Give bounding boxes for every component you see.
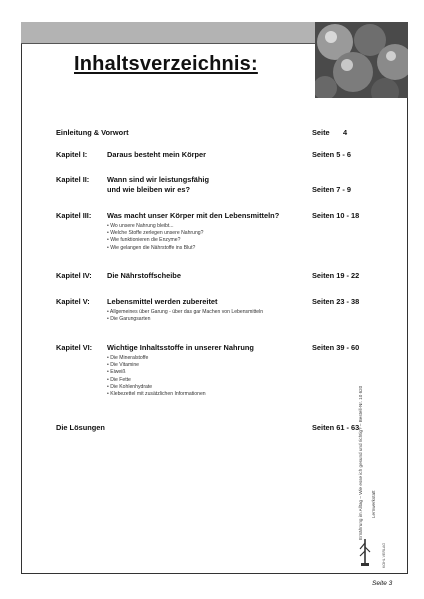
side-imprint: Ernährung im Alltag – Wie esse ich gesund und richtig? – Bestell-Nr. 10 620 [358, 385, 363, 540]
list-item: • Eiweiß [107, 369, 206, 376]
list-item: • Wie funktionieren die Enzyme? [107, 237, 203, 244]
toc-k5-title: Lebensmittel werden zubereitet [107, 297, 218, 306]
toc-solutions-label: Die Lösungen [56, 423, 105, 432]
list-item: • Die Fette [107, 377, 206, 384]
page-number: Seite 3 [372, 580, 393, 587]
toc-k6-label: Kapitel VI: [56, 343, 93, 352]
list-item: • Die Vitamine [107, 362, 206, 369]
toc-solutions-pages: Seiten 61 - 63 [312, 423, 360, 432]
toc-k2-pages: Seiten 7 - 9 [312, 185, 352, 194]
toc-k3-title: Was macht unser Körper mit den Lebensmitteln? [107, 211, 280, 220]
list-item: • Die Garungsarten [107, 316, 263, 323]
list-item: • Wie gelangen die Nährstoffe ins Blut? [107, 245, 203, 252]
toc-k4-title: Die Nährstoffscheibe [107, 271, 181, 280]
toc-k3-label: Kapitel III: [56, 211, 92, 220]
header-band [21, 22, 315, 44]
publisher-name: KOHL VERLAG [382, 542, 386, 568]
toc-intro-pages: 4 [343, 128, 348, 137]
radish-photo [315, 22, 408, 98]
list-item: • Die Kohlenhydrate [107, 384, 206, 391]
toc-k4-label: Kapitel IV: [56, 271, 92, 280]
toc-k5-items [107, 309, 263, 323]
toc-k2-title-line1: Wann sind wir leistungsfähig [107, 175, 209, 184]
toc-k4-pages: Seiten 19 - 22 [312, 271, 360, 280]
toc-k6-pages: Seiten 39 - 60 [312, 343, 360, 352]
publisher-logo-icon [357, 535, 373, 569]
toc-k1-title: Daraus besteht mein Körper [107, 150, 206, 159]
page-title: Inhaltsverzeichnis: [74, 53, 258, 75]
side-subject: Lernwerkstatt [371, 490, 376, 518]
toc-k3-items [107, 223, 203, 252]
toc-intro-label: Einleitung & Vorwort [56, 128, 129, 137]
list-item: • Allgemeines über Garung - über das gar Machen von Lebensmitteln [107, 309, 263, 316]
list-item: • Klebezettel mit zusätzlichen Informationen [107, 391, 206, 398]
toc-k1-label: Kapitel I: [56, 150, 88, 159]
toc-k2-title-line2: und wie bleiben wir es? [107, 185, 190, 194]
list-item: • Welche Stoffe zerlegen unsere Nahrung? [107, 230, 203, 237]
list-item: • Die Mineralstoffe [107, 355, 206, 362]
toc-k1-pages: Seiten 5 - 6 [312, 150, 352, 159]
toc-k2-label: Kapitel II: [56, 175, 90, 184]
toc-k5-label: Kapitel V: [56, 297, 90, 306]
toc-k3-pages: Seiten 10 - 18 [312, 211, 360, 220]
toc-k5-pages: Seiten 23 - 38 [312, 297, 360, 306]
list-item: • Wo unsere Nahrung bleibt... [107, 223, 203, 230]
toc-k6-title: Wichtige Inhaltsstoffe in unserer Nahrung [107, 343, 254, 352]
toc-k6-items [107, 355, 206, 398]
toc-intro-pages-label: Seite [312, 128, 330, 137]
